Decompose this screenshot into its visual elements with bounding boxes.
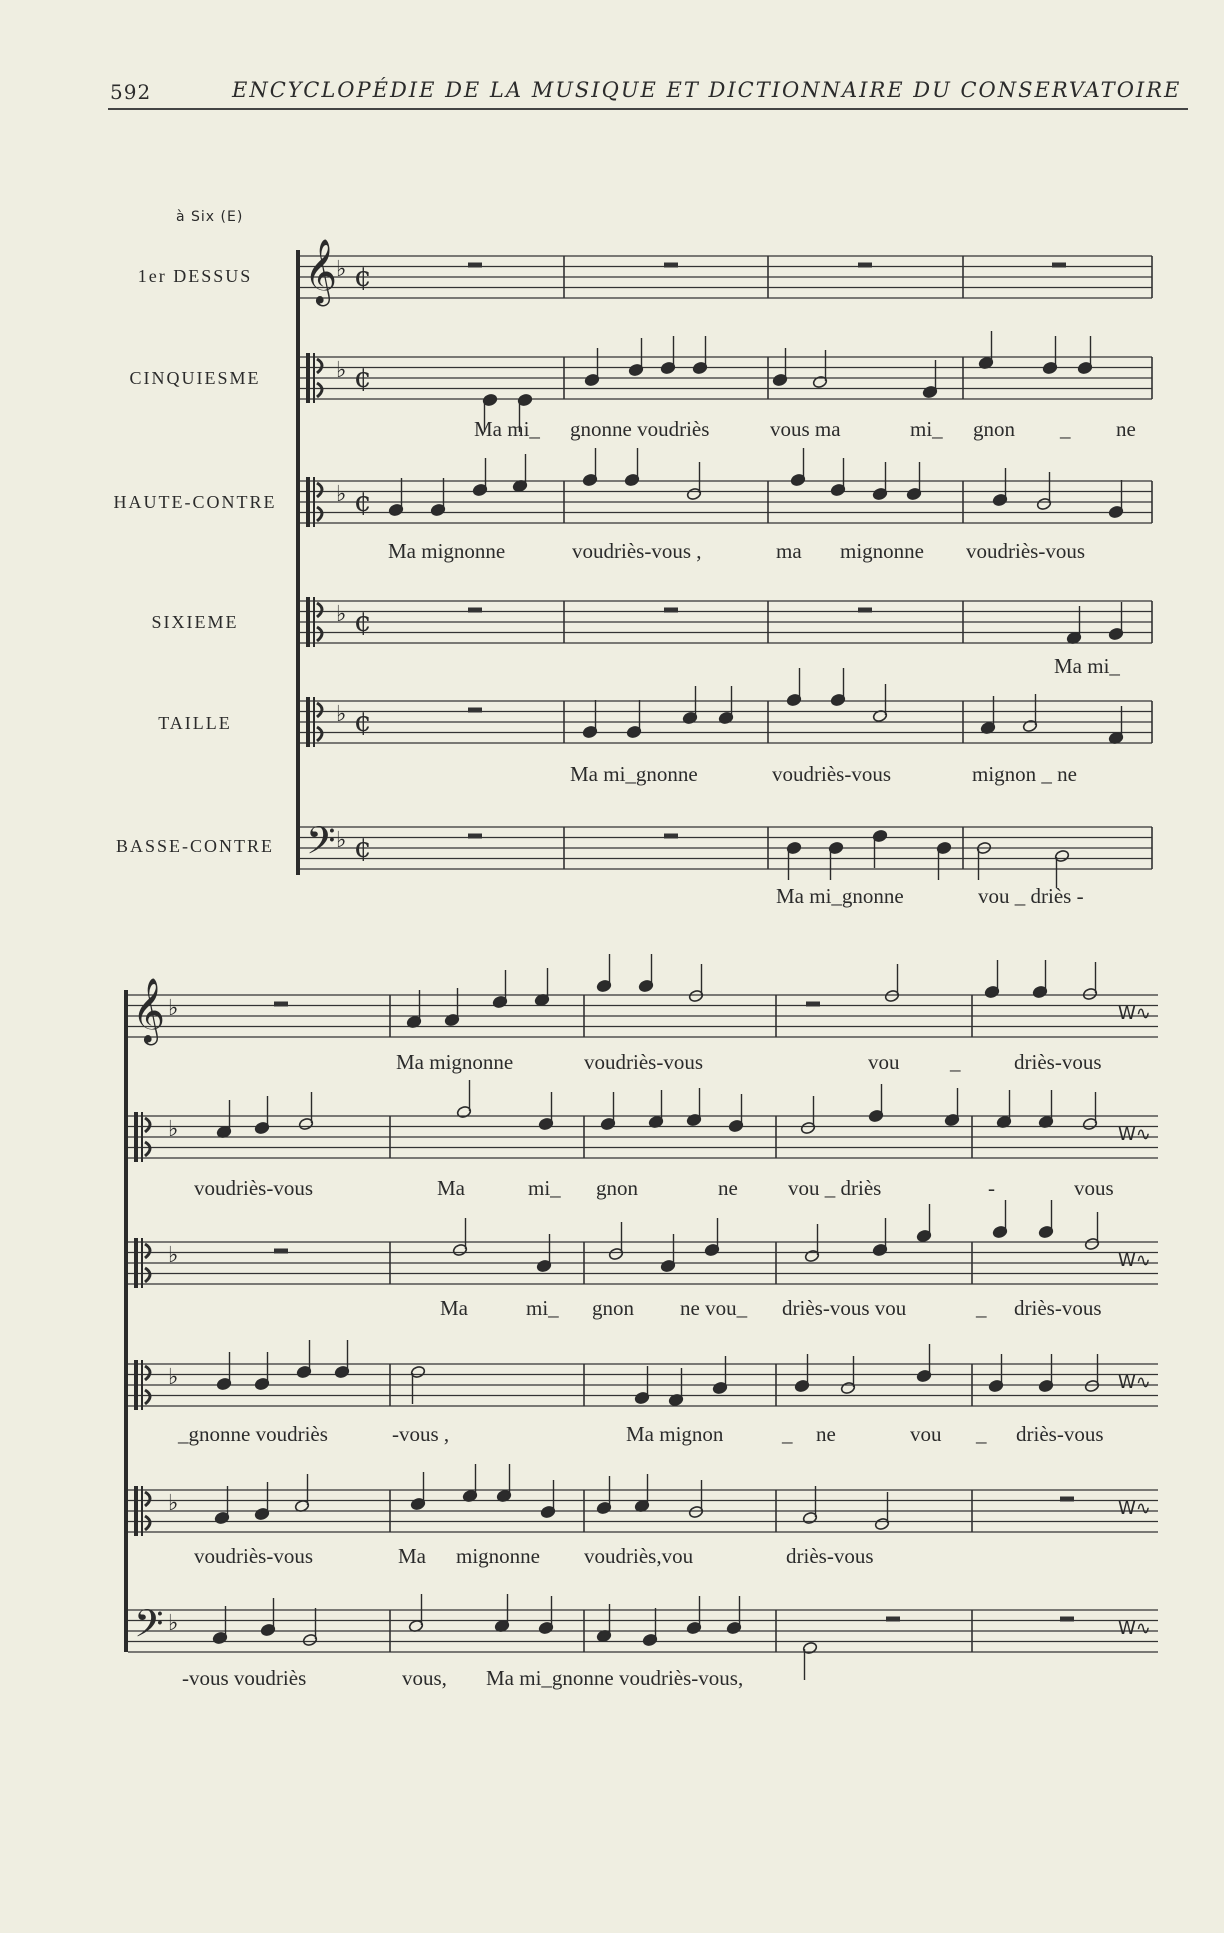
voice-name-taille: TAILLE	[158, 713, 232, 733]
key-flat: ♭	[336, 482, 347, 507]
rest	[468, 263, 482, 268]
end-flourish: W∿	[1118, 1003, 1151, 1024]
rest	[664, 263, 678, 268]
lyric: Ma mi_gnonne voudriès-vous,	[486, 1666, 744, 1690]
lyric: driès-vous vou	[782, 1296, 907, 1320]
rest	[886, 1617, 900, 1622]
rest	[858, 263, 872, 268]
lyric: Ma	[440, 1296, 468, 1320]
lyric: mi_	[526, 1296, 559, 1320]
lyric: gnon	[973, 417, 1015, 441]
c-clef	[134, 1238, 138, 1288]
rest	[806, 1002, 820, 1007]
lyric: Ma mi_gnonne	[570, 762, 698, 786]
score-caption: à Six (E)	[176, 209, 244, 225]
treble-clef: 𝄞	[304, 239, 338, 304]
key-flat: ♭	[336, 602, 347, 627]
lyric: -	[988, 1176, 995, 1200]
end-flourish: W∿	[1118, 1124, 1151, 1145]
voice-name-haute-contre: HAUTE-CONTRE	[113, 492, 277, 512]
lyric: driès-vous	[1014, 1296, 1102, 1320]
rest	[468, 608, 482, 613]
lyric: ne	[1116, 417, 1136, 441]
lyric: vou _ driès	[788, 1176, 882, 1200]
lyric: mi_	[910, 417, 943, 441]
rest	[1060, 1497, 1074, 1502]
rest	[1052, 263, 1066, 268]
c-clef	[306, 353, 310, 403]
key-flat: ♭	[168, 1243, 179, 1268]
c-clef	[306, 477, 310, 527]
c-clef	[134, 1112, 138, 1162]
c-clef	[141, 1486, 143, 1536]
c-clef	[141, 1238, 143, 1288]
c-clef	[313, 597, 315, 647]
lyric: _	[950, 1050, 961, 1074]
key-flat: ♭	[168, 996, 179, 1021]
page-number: 592	[110, 80, 152, 104]
lyric: voudriès-vous	[772, 762, 891, 786]
time-signature: ¢	[354, 605, 372, 638]
lyric: _	[1060, 417, 1071, 441]
rest	[274, 1249, 288, 1254]
running-title: ENCYCLOPÉDIE DE LA MUSIQUE ET DICTIONNAIRE DU CONSERVATOIRE	[232, 78, 1182, 102]
c-clef	[134, 1360, 138, 1410]
c-clef	[306, 597, 310, 647]
rest	[468, 708, 482, 713]
key-flat: ♭	[336, 358, 347, 383]
voice-name-basse-contre: BASSE-CONTRE	[115, 836, 274, 856]
lyric: voudriès,vou	[584, 1544, 694, 1568]
treble-clef: 𝄞	[132, 978, 166, 1043]
lyric: driès-vous	[1016, 1422, 1104, 1446]
lyric: Ma	[437, 1176, 465, 1200]
lyric: _	[782, 1422, 793, 1446]
c-clef	[141, 1112, 143, 1162]
lyric: -vous ,	[392, 1422, 450, 1446]
c-clef	[313, 477, 315, 527]
lyric: voudriès-vous	[194, 1544, 313, 1568]
lyric: driès-vous	[1014, 1050, 1102, 1074]
c-clef	[313, 697, 315, 747]
lyric: -vous voudriès	[182, 1666, 307, 1690]
time-signature: ¢	[354, 705, 372, 738]
lyric: vou _ driès -	[978, 884, 1084, 908]
key-flat: ♭	[168, 1491, 179, 1516]
rest	[274, 1002, 288, 1007]
rest	[664, 608, 678, 613]
bass-clef: 𝄢	[134, 1601, 164, 1655]
voice-name-cinquiesme: CINQUIESME	[129, 368, 261, 388]
lyric: ne	[718, 1176, 738, 1200]
lyric: _	[976, 1422, 987, 1446]
lyric: Ma mi_	[1054, 654, 1120, 678]
lyric: vous,	[402, 1666, 447, 1690]
c-clef	[141, 1360, 143, 1410]
lyric: gnon	[596, 1176, 638, 1200]
lyric: vous ma	[770, 417, 841, 441]
lyric: vou	[868, 1050, 900, 1074]
lyric: Ma mignonne	[396, 1050, 514, 1074]
lyric: vous	[1074, 1176, 1114, 1200]
lyric: Ma mignon	[626, 1422, 724, 1446]
end-flourish: W∿	[1118, 1372, 1151, 1393]
lyric: Ma	[398, 1544, 426, 1568]
lyric: ne vou_	[680, 1296, 748, 1320]
end-flourish: W∿	[1118, 1618, 1151, 1639]
lyric: Ma mi_gnonne	[776, 884, 904, 908]
lyric: mignonne	[456, 1544, 540, 1568]
bass-clef: 𝄢	[306, 818, 336, 872]
voice-name-sixieme: SIXIEME	[151, 612, 239, 632]
c-clef	[306, 697, 310, 747]
lyric: mignonne	[840, 539, 924, 563]
lyric: voudriès-vous	[194, 1176, 313, 1200]
rest	[664, 834, 678, 839]
lyric: voudriès-vous	[966, 539, 1085, 563]
lyric: driès-vous	[786, 1544, 874, 1568]
key-flat: ♭	[168, 1611, 179, 1636]
lyric: Ma mi_	[474, 417, 540, 441]
time-signature: ¢	[354, 485, 372, 518]
c-clef	[134, 1486, 138, 1536]
lyric: ne	[816, 1422, 836, 1446]
rest	[858, 608, 872, 613]
rest	[468, 834, 482, 839]
key-flat: ♭	[336, 257, 347, 282]
lyric: voudriès-vous	[584, 1050, 703, 1074]
time-signature: ¢	[354, 361, 372, 394]
key-flat: ♭	[168, 1117, 179, 1142]
lyric: Ma mignonne	[388, 539, 506, 563]
time-signature: ¢	[354, 260, 372, 293]
lyric: gnon	[592, 1296, 634, 1320]
c-clef	[313, 353, 315, 403]
lyric: mi_	[528, 1176, 561, 1200]
lyric: mignon _ ne	[972, 762, 1077, 786]
end-flourish: W∿	[1118, 1498, 1151, 1519]
lyric: gnonne voudriès	[570, 417, 710, 441]
lyric: _	[976, 1296, 987, 1320]
key-flat: ♭	[336, 702, 347, 727]
time-signature: ¢	[354, 831, 372, 864]
lyric: vou	[910, 1422, 942, 1446]
voice-name-dessus: 1er DESSUS	[137, 266, 253, 286]
rest	[1060, 1617, 1074, 1622]
key-flat: ♭	[336, 828, 347, 853]
lyric: ma	[776, 539, 802, 563]
key-flat: ♭	[168, 1365, 179, 1390]
end-flourish: W∿	[1118, 1250, 1151, 1271]
lyric: voudriès-vous ,	[572, 539, 702, 563]
lyric: _gnonne voudriès	[178, 1422, 328, 1446]
